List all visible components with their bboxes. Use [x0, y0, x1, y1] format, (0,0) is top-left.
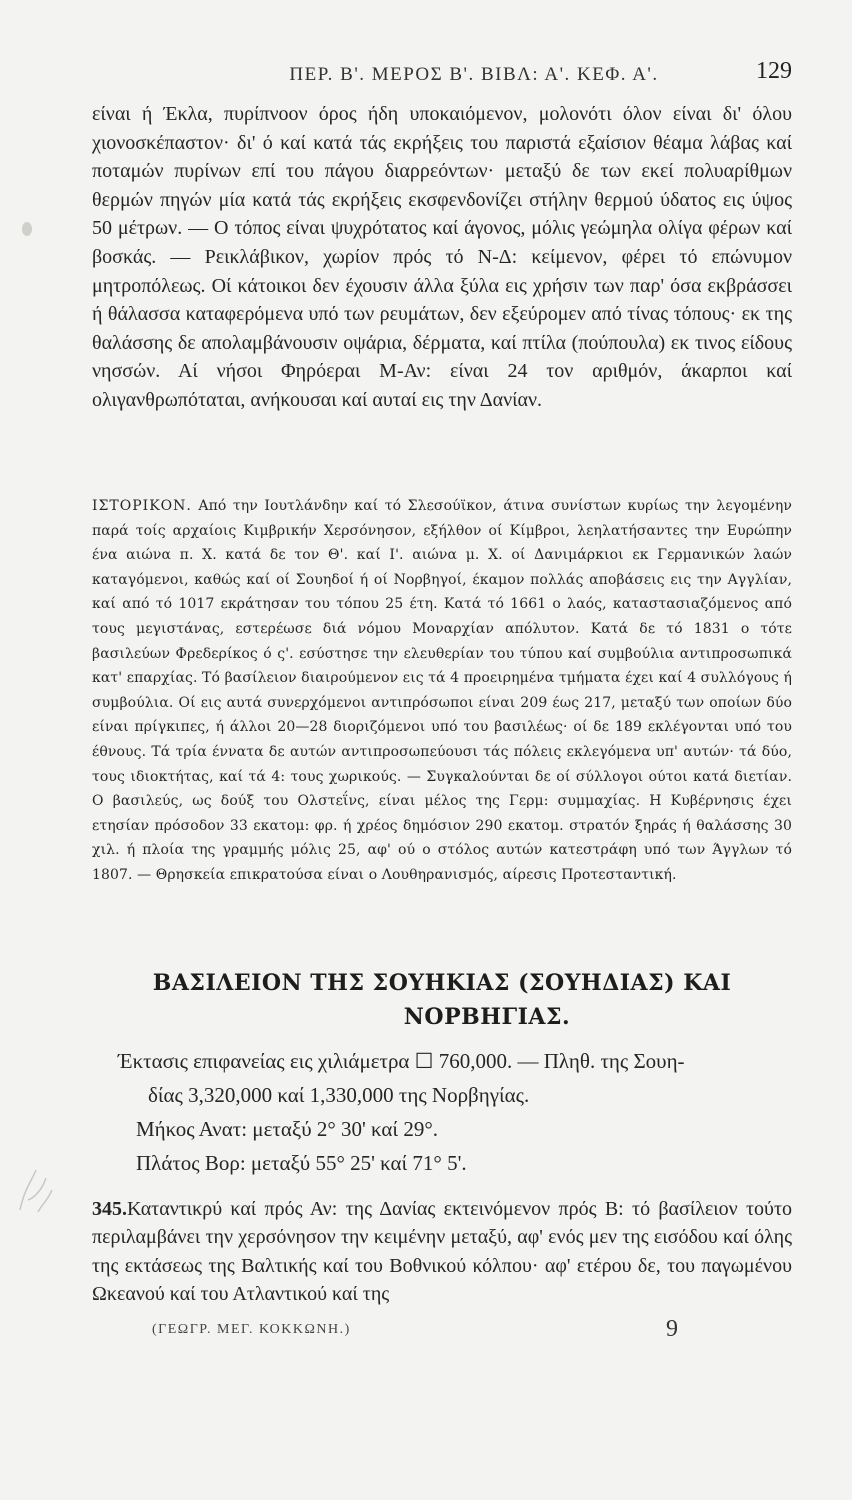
longitude-line: Μήκος Ανατ: μεταξύ 2° 30' καί 29°. [136, 1117, 438, 1141]
section-title-line2: ΝΟΡΒΗΓΙΑΣ. [403, 1004, 571, 1030]
article-text: Καταντικρύ καί πρός Αν: της Δανίας εκτεινόμενον πρός Β: τό βασίλειον τούτο περιλαμβάνει την χερσόνησον την κειμένην μεταξύ, αφ' ενός μεν της εισόδου καί όλης της εκτάσεως της Βαλτικής καί του Βοθνικού κόλπου· αφ' ετέρου δε, του παγωμένου Ωκεανού καί του Ατλαντικού καί της [92, 1198, 792, 1306]
running-head: ΠΕΡ. Β'. ΜΕΡΟΣ Β'. ΒΙΒΛ: Α'. ΚΕΦ. Α'. [289, 64, 659, 85]
iceland-paragraph: είναι ή Έκλα, πυρίπνοον όρος ήδη υποκαιόμενον, μολονότι όλον είναι δι' όλου χιονοσκέπαστον· δι' ό καί κατά τάς εκρήξεις του παριστά εξαίσιον θέαμα λάβας καί ποταμών πυρίνων επί του πάγου διαρρεόντων· μεταξύ δε των εκεί πολυαρίθμων θερμών πηγών μία κατά τάς εκρήξεις εκσφενδονίζει στήλην θερμού ύδατος εις ύψος 50 μέτρων. — Ο τόπος είναι ψυχρότατος καί άγονος, μόλις γεώμηλα ολίγα φέρων καί βοσκάς. — Ρεικλάβικον, χωρίον πρός τό Ν-Δ: κείμενον, φέρει τό επώνυμον μητροπόλεως. Οί κάτοικοι δεν έχουσιν άλλα ξύλα εις χρήσιν των παρ' όσα εκβράσσει ή θάλασσα καταφερόμενα υπό των ρευμάτων, δεν εξεύρομεν από τίνας τόπους· εκ της θαλάσσης δε απολαμβάνουσιν οψάρια, δέρματα, καί πτίλα (πούπουλα) εκ τινος είδους νησσών. Αί νήσοι Φηρόεραι Μ-Αν: είναι 24 τον αριθμόν, άκαρποι καί ολιγανθρωπόταται, ανήκουσαι καί αυταί εις την Δανίαν. [92, 103, 792, 411]
area-population-line: Έκτασις επιφανείας εις χιλιάμετρα ☐ 760,000. — Πληθ. της Σουη- [118, 1049, 685, 1073]
article-345 [92, 1195, 792, 1309]
article-number: 345. [92, 1198, 127, 1220]
history-text: Από την Ιουτλάνδην καί τό Σλεσούϊκον, άτινα συνίστων κυρίως την λεγομένην παρά τοίς αρχαίοις Κιμβρικήν Χερσόνησον, εξήλθον οί Κίμβροι, λεηλατήσαντες την Ευρώπην ένα αιώνα π. Χ. κατά δε τον Θ'. καί Ι'. αιώνα μ. Χ. οί Δανιμάρκιοι εκ Γερμανικών λαών καταγόμενοι, καθώς καί οί Σουηδοί ή οί Νορβηγοί, έκαμον πολλάς αποβάσεις εις την Αγγλίαν, καί από τό 1017 εκράτησαν του τόπου 25 έτη. Κατά τό 1661 ο λαός, καταστασιαζόμενος από τους μεγιστάνας, εστερέωσε διά νόμου Μοναρχίαν απόλυτον. Κατά δε τό 1831 ο τότε βασιλεύων Φρεδερίκος ό ς'. εσύστησε την ελευθερίαν του τύπου καί συμβούλια αντιπροσωπικά κατ' επαρχίας. Τό βασίλειον διαιρούμενον εις τά 4 προειρημένα τμήματα έχει καί 4 συλλόγους ή συμβούλια. Οί εις αυτά συνερχόμενοι αντιπρόσωποι είναι 209 έως 217, μεταξύ των οποίων δύο είναι πρίγκιπες, ή άλλοι 20—28 διοριζόμενοι υπό του βασιλέως· οί δε 189 εκλέγονται υπό του έθνους. Τά τρία έννατα δε αυτών αντιπροσωπεύουσι τάς πόλεις εκλεγόμενα υπ' αυτών· τά δύο, τους ιδιοκτήτας, καί τά 4: τους χωρικούς. — Συγκαλούνται δε οί σύλλογοι ούτοι κατά διετίαν. Ο βασιλεύς, ως δούξ του Ολστεΐνς, είναι μέλος της Γερμ: συμμαχίας. Η Κυβέρνησις έχει ετησίαν πρόσοδον 33 εκατομ: φρ. ή χρέος δημόσιον 290 εκατομ. στρατόν ξηράς ή θαλάσσης 30 χιλ. ή πλοία της γραμμής μόλις 25, αφ' ού ο στόλος αυτών κατεστράφη υπό των Άγγλων τό 1807. — Θρησκεία επικρατούσα είναι ο Λουθηρανισμός, αίρεσις Προτεσταντική. [92, 498, 792, 883]
page-number: 129 [756, 58, 792, 84]
history-lead: ΙΣΤΟΡΙΚΟΝ. [92, 498, 192, 514]
margin-handwriting [14, 1160, 58, 1220]
section-title-line1: ΒΑΣΙΛΕΙΟΝ ΤΗΣ ΣΟΥΗΚΙΑΣ (ΣΟΥΗΔΙΑΣ) ΚΑΙ [152, 970, 732, 996]
signature-line: (ΓΕΩΓΡ. ΜΕΓ. ΚΟΚΚΩΝΗ.) [152, 1322, 351, 1337]
section-title [92, 966, 792, 1034]
signature-mark: 9 [666, 1316, 678, 1342]
history-paragraph [92, 494, 792, 888]
population-line: δίας 3,320,000 καί 1,330,000 της Νορβηγίας. [148, 1083, 530, 1107]
statistics-block [118, 1044, 798, 1180]
paper-stain [22, 222, 32, 236]
latitude-line: Πλάτος Βορ: μεταξύ 55° 25' καί 71° 5'. [136, 1151, 467, 1175]
page-header [92, 58, 792, 94]
